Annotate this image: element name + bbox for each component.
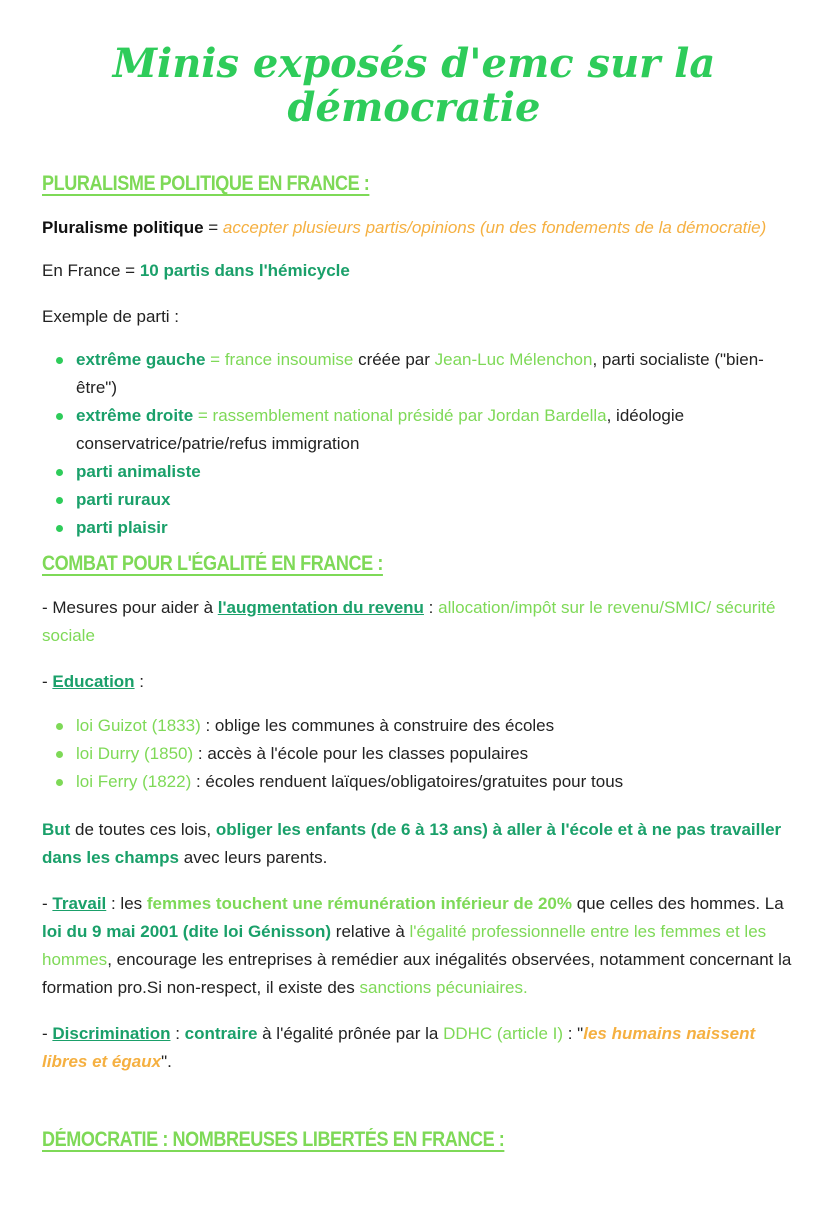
text: : xyxy=(134,672,145,691)
text: : xyxy=(170,1024,185,1043)
bullet-icon xyxy=(56,751,63,758)
text: - xyxy=(42,672,53,691)
bullet-icon xyxy=(56,525,63,532)
list-item xyxy=(42,486,782,514)
law-genisson: loi du 9 mai 2001 (dite loi Génisson) xyxy=(42,922,332,941)
education-label xyxy=(42,668,802,696)
party-list xyxy=(42,346,782,542)
quote: les humains naissent libres et égaux xyxy=(42,1024,756,1071)
item-value: rassemblement national présidé par Jordan Bardella xyxy=(212,406,607,425)
term: Pluralisme politique xyxy=(42,218,204,237)
work-paragraph xyxy=(42,890,802,1002)
list-item xyxy=(42,402,782,458)
purpose-paragraph xyxy=(42,816,802,872)
law-name: loi Guizot (1833) xyxy=(76,716,201,735)
item-text: créée par xyxy=(353,350,435,369)
ddhc: DDHC (article I) xyxy=(443,1024,564,1043)
item-term: extrême gauche xyxy=(76,350,206,369)
france-label: En France = xyxy=(42,261,140,280)
revenue-paragraph xyxy=(42,594,802,650)
item-person: Jean-Luc Mélenchon xyxy=(434,350,593,369)
text: : xyxy=(423,598,439,617)
item-term: extrême droite xyxy=(76,406,194,425)
keyword: Education xyxy=(52,672,135,691)
equality-text: l'égalité professionnelle entre les femmes et les hommes xyxy=(42,922,767,969)
text: - xyxy=(42,1024,53,1043)
text: - xyxy=(42,894,53,913)
text: , encourage les entreprises à remédier aux inégalités observées, notamment concernant la formation pro.Si non-respect, il existe des xyxy=(42,950,792,997)
law-name: loi Ferry (1822) xyxy=(76,772,192,791)
text: relative à xyxy=(331,922,410,941)
list-item xyxy=(42,346,782,402)
list-item xyxy=(42,740,782,768)
bullet-icon xyxy=(56,723,63,730)
item-eq: = xyxy=(193,406,213,425)
list-item xyxy=(42,768,782,796)
text: - Mesures pour aider à xyxy=(42,598,218,617)
keyword: l'augmentation du revenu xyxy=(217,598,424,617)
page-title-line-2: démocratie xyxy=(287,84,541,131)
list-item xyxy=(42,514,782,542)
revenue-measures: allocation/impôt sur le revenu/SMIC/ sécurité sociale xyxy=(42,598,776,645)
item-value: france insoumise xyxy=(224,350,354,369)
bullet-icon xyxy=(56,357,63,364)
list-item xyxy=(42,458,782,486)
france-value: 10 partis dans l'hémicycle xyxy=(139,261,350,280)
keyword: Travail xyxy=(52,894,107,913)
pay-gap: femmes touchent une rémunération inférieur de 20% xyxy=(146,894,572,913)
section-heading-pluralisme: PLURALISME POLITIQUE EN FRANCE : xyxy=(42,172,370,195)
law-text: : écoles renduent laïques/obligatoires/gratuites pour tous xyxy=(191,772,624,791)
sanctions: sanctions pécuniaires. xyxy=(359,978,528,997)
section-heading-egalite: COMBAT POUR L'ÉGALITÉ EN FRANCE : xyxy=(42,552,383,575)
definition-paragraph xyxy=(42,214,802,242)
france-paragraph xyxy=(42,257,802,285)
item-term: parti plaisir xyxy=(76,518,168,537)
keyword: Discrimination xyxy=(52,1024,171,1043)
text: : " xyxy=(563,1024,584,1043)
item-term: parti ruraux xyxy=(76,490,171,509)
bullet-icon xyxy=(56,497,63,504)
item-eq: = xyxy=(205,350,225,369)
keyword: contraire xyxy=(184,1024,258,1043)
text: que celles des hommes. La xyxy=(572,894,784,913)
section-heading-libertes: DÉMOCRATIE : NOMBREUSES LIBERTÉS EN FRANCE : xyxy=(42,1128,505,1151)
text: : les xyxy=(106,894,147,913)
item-tail: , idéologie conservatrice/patrie/refus immigration xyxy=(76,406,685,453)
discrimination-paragraph xyxy=(42,1020,802,1076)
definition-text: accepter plusieurs partis/opinions (un des fondements de la démocratie) xyxy=(222,218,767,237)
text: de toutes ces lois, xyxy=(70,820,216,839)
equals: = xyxy=(203,218,223,237)
bullet-icon xyxy=(56,469,63,476)
item-tail: , parti socialiste ("bien-être") xyxy=(76,350,764,397)
purpose-text: obliger les enfants (de 6 à 13 ans) à aller à l'école et à ne pas travailler dans les champs xyxy=(42,820,782,867)
list-item xyxy=(42,712,782,740)
law-text: : oblige les communes à construire des écoles xyxy=(200,716,555,735)
law-name: loi Durry (1850) xyxy=(76,744,194,763)
item-term: parti animaliste xyxy=(76,462,201,481)
example-label: Exemple de parti : xyxy=(42,307,180,326)
page-title-line-1: Minis exposés d'emc sur la xyxy=(112,40,716,87)
keyword: But xyxy=(42,820,71,839)
text: avec leurs parents. xyxy=(179,848,328,867)
text: ". xyxy=(161,1052,172,1071)
bullet-icon xyxy=(56,779,63,786)
laws-list xyxy=(42,712,782,796)
law-text: : accès à l'école pour les classes populaires xyxy=(193,744,529,763)
bullet-icon xyxy=(56,413,63,420)
text: à l'égalité prônée par la xyxy=(257,1024,444,1043)
